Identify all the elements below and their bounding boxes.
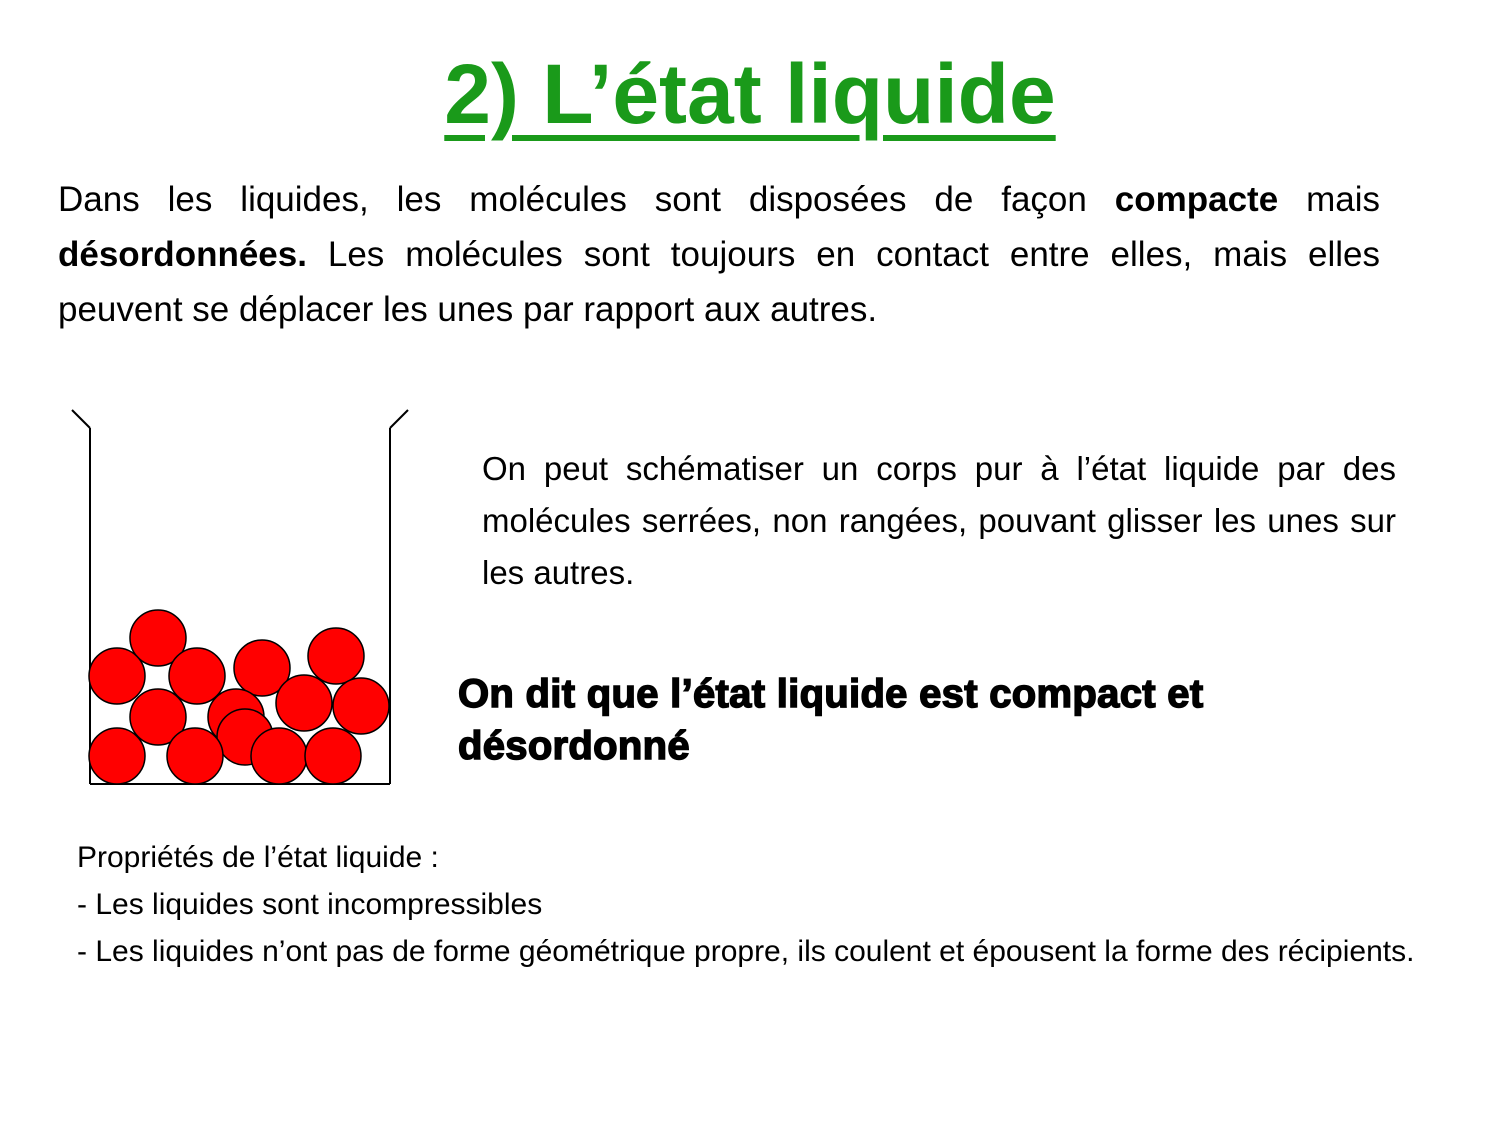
beaker-right-lip — [390, 410, 408, 428]
molecule-circle — [169, 648, 225, 704]
conclusion-statement: On dit que l’état liquide est compact et désordonné — [458, 672, 1204, 768]
intro-paragraph — [58, 172, 1380, 337]
liquid-beaker-diagram — [62, 402, 422, 792]
properties-section — [77, 834, 1443, 975]
intro-text-2: mais — [1278, 180, 1381, 219]
intro-bold-compacte: compacte — [1114, 180, 1279, 219]
intro-text-3: Les molécules sont toujours en contact entre elles, mais elles peuvent se déplacer les unes par rapport aux autres. — [58, 235, 1380, 329]
intro-text-1: Dans les liquides, les molécules sont disposées de façon — [58, 180, 1115, 219]
molecule-circle — [167, 728, 223, 784]
property-item: - Les liquides n’ont pas de forme géométrique propre, ils coulent et épousent la forme des récipients. — [77, 935, 1415, 968]
molecule-circle — [305, 728, 361, 784]
schema-description: On peut schématiser un corps pur à l’état liquide par des molécules serrées, non rangées, pouvant glisser les unes sur les autres. — [482, 450, 1396, 591]
molecule-circle — [333, 678, 389, 734]
page-title: 2) L’état liquide — [444, 47, 1056, 141]
molecule-circle — [276, 675, 332, 731]
property-item: - Les liquides sont incompressibles — [77, 888, 543, 921]
molecule-circle — [251, 728, 307, 784]
molecule-circle — [89, 648, 145, 704]
molecules-group — [89, 610, 389, 784]
beaker-left-lip — [72, 410, 90, 428]
molecule-circle — [89, 728, 145, 784]
molecule-circle — [308, 628, 364, 684]
intro-bold-desordonnees: désordonnées. — [58, 235, 307, 274]
properties-heading: Propriétés de l’état liquide : — [77, 841, 439, 874]
